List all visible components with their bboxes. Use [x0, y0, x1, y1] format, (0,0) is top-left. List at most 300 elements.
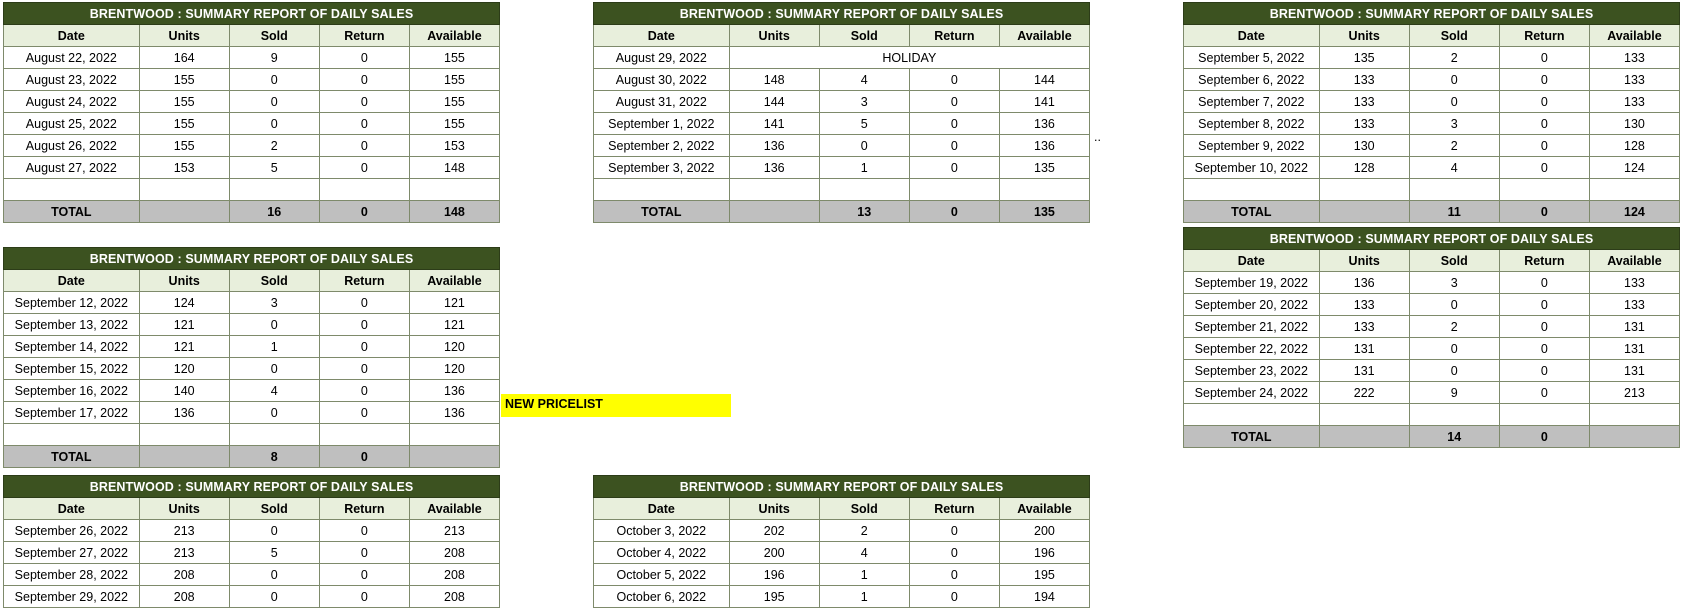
cell-available: 131 — [1589, 360, 1679, 382]
cell-date: September 17, 2022 — [4, 402, 140, 424]
table-row — [1184, 360, 1680, 382]
cell-return: 0 — [319, 91, 409, 113]
cell-available: 131 — [1589, 338, 1679, 360]
table-row — [1184, 135, 1680, 157]
report-header-row — [594, 25, 1090, 47]
cell-return: 0 — [1499, 91, 1589, 113]
column-header-available: Available — [999, 498, 1089, 520]
cell-sold: 4 — [229, 380, 319, 402]
table-row — [594, 586, 1090, 608]
cell-blank — [594, 179, 730, 201]
total-units — [139, 446, 229, 468]
cell-available: 208 — [409, 542, 499, 564]
report-table — [3, 475, 500, 608]
report-title: BRENTWOOD : SUMMARY REPORT OF DAILY SALES — [1184, 228, 1680, 250]
cell-units: 136 — [729, 157, 819, 179]
cell-blank — [229, 179, 319, 201]
cell-sold: 9 — [1409, 382, 1499, 404]
column-header-available: Available — [409, 498, 499, 520]
column-header-sold: Sold — [819, 25, 909, 47]
cell-date: August 30, 2022 — [594, 69, 730, 91]
cell-units: 155 — [139, 113, 229, 135]
total-return: 0 — [1499, 426, 1589, 448]
total-row — [4, 446, 500, 468]
column-header-units: Units — [139, 270, 229, 292]
spacer-row — [594, 179, 1090, 201]
cell-available: 136 — [409, 402, 499, 424]
report-title-row — [594, 3, 1090, 25]
cell-sold: 3 — [819, 91, 909, 113]
cell-units: 155 — [139, 91, 229, 113]
report-title: BRENTWOOD : SUMMARY REPORT OF DAILY SALES — [1184, 3, 1680, 25]
cell-return: 0 — [319, 135, 409, 157]
cell-return: 0 — [1499, 272, 1589, 294]
cell-available: 213 — [409, 520, 499, 542]
cell-return: 0 — [1499, 338, 1589, 360]
total-row — [1184, 426, 1680, 448]
cell-sold: 3 — [229, 292, 319, 314]
cell-return: 0 — [319, 380, 409, 402]
cell-return: 0 — [319, 358, 409, 380]
report-title: BRENTWOOD : SUMMARY REPORT OF DAILY SALES — [4, 3, 500, 25]
cell-blank — [4, 424, 140, 446]
report-title-row — [1184, 3, 1680, 25]
cell-units: 133 — [1319, 294, 1409, 316]
table-row — [4, 292, 500, 314]
cell-available: 128 — [1589, 135, 1679, 157]
total-units — [1319, 201, 1409, 223]
total-units — [729, 201, 819, 223]
cell-sold: 3 — [1409, 113, 1499, 135]
cell-blank — [999, 179, 1089, 201]
report-title-row — [4, 248, 500, 270]
total-units — [139, 201, 229, 223]
cell-return: 0 — [319, 586, 409, 608]
column-header-date: Date — [1184, 25, 1320, 47]
table-row — [4, 380, 500, 402]
cell-units: 140 — [139, 380, 229, 402]
cell-sold: 3 — [1409, 272, 1499, 294]
cell-date: September 27, 2022 — [4, 542, 140, 564]
cell-date: September 1, 2022 — [594, 113, 730, 135]
table-row — [4, 135, 500, 157]
total-return: 0 — [1499, 201, 1589, 223]
cell-date: August 29, 2022 — [594, 47, 730, 69]
cell-units: 213 — [139, 542, 229, 564]
table-row — [1184, 338, 1680, 360]
cell-available: 155 — [409, 47, 499, 69]
cell-units: 208 — [139, 564, 229, 586]
cell-sold: 0 — [229, 358, 319, 380]
cell-return: 0 — [909, 520, 999, 542]
cell-date: August 24, 2022 — [4, 91, 140, 113]
cell-units: 213 — [139, 520, 229, 542]
cell-available: 133 — [1589, 69, 1679, 91]
cell-return: 0 — [319, 520, 409, 542]
cell-return: 0 — [319, 314, 409, 336]
cell-sold: 1 — [819, 586, 909, 608]
cell-date: September 26, 2022 — [4, 520, 140, 542]
cell-units: 144 — [729, 91, 819, 113]
cell-date: August 25, 2022 — [4, 113, 140, 135]
total-sold: 13 — [819, 201, 909, 223]
total-units — [1319, 426, 1409, 448]
cell-return: 0 — [1499, 157, 1589, 179]
cell-date: September 14, 2022 — [4, 336, 140, 358]
cell-available: 135 — [999, 157, 1089, 179]
cell-blank — [229, 424, 319, 446]
cell-available: 195 — [999, 564, 1089, 586]
cell-available: 133 — [1589, 294, 1679, 316]
cell-available: 133 — [1589, 91, 1679, 113]
table-row — [1184, 69, 1680, 91]
total-row — [594, 201, 1090, 223]
column-header-available: Available — [999, 25, 1089, 47]
cell-date: September 15, 2022 — [4, 358, 140, 380]
cell-sold: 0 — [1409, 338, 1499, 360]
total-return: 0 — [319, 446, 409, 468]
cell-available: 133 — [1589, 272, 1679, 294]
column-header-units: Units — [139, 498, 229, 520]
column-header-return: Return — [319, 270, 409, 292]
column-header-return: Return — [909, 498, 999, 520]
cell-blank — [729, 179, 819, 201]
cell-date: September 21, 2022 — [1184, 316, 1320, 338]
spacer-row — [1184, 179, 1680, 201]
cell-sold: 2 — [229, 135, 319, 157]
cell-units: 124 — [139, 292, 229, 314]
cell-date: October 5, 2022 — [594, 564, 730, 586]
report-table — [1183, 227, 1680, 448]
cell-sold: 0 — [1409, 69, 1499, 91]
cell-return: 0 — [909, 91, 999, 113]
spacer-row — [4, 424, 500, 446]
cell-date: October 3, 2022 — [594, 520, 730, 542]
cell-date: September 8, 2022 — [1184, 113, 1320, 135]
cell-return: 0 — [319, 69, 409, 91]
cell-return: 0 — [319, 564, 409, 586]
cell-units: 164 — [139, 47, 229, 69]
cell-available: 144 — [999, 69, 1089, 91]
cell-units: 131 — [1319, 360, 1409, 382]
column-header-sold: Sold — [1409, 250, 1499, 272]
cell-sold: 0 — [229, 69, 319, 91]
cell-sold: 5 — [819, 113, 909, 135]
cell-date: August 27, 2022 — [4, 157, 140, 179]
new-pricelist-note: NEW PRICELIST — [501, 394, 731, 417]
cell-date: September 19, 2022 — [1184, 272, 1320, 294]
total-row — [4, 201, 500, 223]
table-row — [4, 586, 500, 608]
cell-date: September 23, 2022 — [1184, 360, 1320, 382]
report-header-row — [1184, 250, 1680, 272]
report-table — [3, 2, 500, 223]
column-header-units: Units — [1319, 25, 1409, 47]
cell-holiday: HOLIDAY — [729, 47, 1089, 69]
cell-sold: 0 — [229, 314, 319, 336]
cell-return: 0 — [1499, 294, 1589, 316]
cell-sold: 2 — [1409, 47, 1499, 69]
cell-date: August 22, 2022 — [4, 47, 140, 69]
cell-available: 194 — [999, 586, 1089, 608]
cell-return: 0 — [319, 542, 409, 564]
cell-available: 124 — [1589, 157, 1679, 179]
column-header-date: Date — [4, 25, 140, 47]
report-table — [593, 475, 1090, 608]
column-header-sold: Sold — [1409, 25, 1499, 47]
cell-date: September 20, 2022 — [1184, 294, 1320, 316]
cell-return: 0 — [319, 336, 409, 358]
cell-return: 0 — [1499, 316, 1589, 338]
cell-date: September 29, 2022 — [4, 586, 140, 608]
cell-sold: 0 — [229, 113, 319, 135]
cell-blank — [1319, 404, 1409, 426]
cell-blank — [1589, 179, 1679, 201]
cell-date: August 23, 2022 — [4, 69, 140, 91]
cell-return: 0 — [1499, 113, 1589, 135]
cell-units: 133 — [1319, 69, 1409, 91]
cell-date: September 16, 2022 — [4, 380, 140, 402]
cell-sold: 0 — [819, 135, 909, 157]
cell-available: 153 — [409, 135, 499, 157]
report-block-7 — [593, 475, 1090, 608]
cell-sold: 0 — [1409, 294, 1499, 316]
column-header-sold: Sold — [229, 25, 319, 47]
cell-date: September 5, 2022 — [1184, 47, 1320, 69]
cell-return: 0 — [319, 402, 409, 424]
cell-sold: 5 — [229, 542, 319, 564]
cell-blank — [909, 179, 999, 201]
table-row — [4, 358, 500, 380]
ellipsis-marker: .. — [1094, 130, 1101, 144]
report-block-6 — [3, 475, 500, 608]
column-header-available: Available — [409, 25, 499, 47]
cell-date: September 28, 2022 — [4, 564, 140, 586]
cell-available: 120 — [409, 358, 499, 380]
total-label: TOTAL — [1184, 201, 1320, 223]
cell-available: 131 — [1589, 316, 1679, 338]
table-row-holiday — [594, 47, 1090, 69]
total-available — [1589, 426, 1679, 448]
cell-sold: 4 — [819, 69, 909, 91]
cell-blank — [409, 424, 499, 446]
cell-date: September 7, 2022 — [1184, 91, 1320, 113]
total-label: TOTAL — [1184, 426, 1320, 448]
table-row — [4, 91, 500, 113]
report-table — [3, 247, 500, 468]
table-row — [4, 47, 500, 69]
cell-available: 208 — [409, 586, 499, 608]
column-header-date: Date — [4, 498, 140, 520]
cell-date: August 26, 2022 — [4, 135, 140, 157]
cell-units: 128 — [1319, 157, 1409, 179]
report-block-1 — [3, 2, 500, 223]
table-row — [594, 520, 1090, 542]
cell-blank — [319, 179, 409, 201]
cell-units: 130 — [1319, 135, 1409, 157]
cell-return: 0 — [909, 542, 999, 564]
table-row — [594, 542, 1090, 564]
report-title: BRENTWOOD : SUMMARY REPORT OF DAILY SALES — [594, 3, 1090, 25]
total-return: 0 — [319, 201, 409, 223]
cell-sold: 5 — [229, 157, 319, 179]
report-header-row — [1184, 25, 1680, 47]
total-label: TOTAL — [594, 201, 730, 223]
cell-date: September 6, 2022 — [1184, 69, 1320, 91]
table-row — [1184, 113, 1680, 135]
cell-blank — [1589, 404, 1679, 426]
table-row — [4, 113, 500, 135]
cell-available: 121 — [409, 292, 499, 314]
cell-units: 136 — [729, 135, 819, 157]
cell-blank — [1184, 404, 1320, 426]
cell-return: 0 — [909, 69, 999, 91]
table-row — [594, 113, 1090, 135]
cell-blank — [819, 179, 909, 201]
cell-available: 155 — [409, 113, 499, 135]
cell-units: 131 — [1319, 338, 1409, 360]
column-header-sold: Sold — [819, 498, 909, 520]
cell-units: 155 — [139, 69, 229, 91]
cell-sold: 9 — [229, 47, 319, 69]
cell-available: 213 — [1589, 382, 1679, 404]
cell-units: 195 — [729, 586, 819, 608]
table-row — [1184, 294, 1680, 316]
cell-available: 130 — [1589, 113, 1679, 135]
table-row — [4, 314, 500, 336]
cell-return: 0 — [909, 113, 999, 135]
table-row — [1184, 272, 1680, 294]
cell-return: 0 — [1499, 69, 1589, 91]
cell-sold: 4 — [819, 542, 909, 564]
column-header-return: Return — [909, 25, 999, 47]
cell-units: 121 — [139, 336, 229, 358]
cell-blank — [1319, 179, 1409, 201]
report-block-4 — [1183, 227, 1680, 448]
table-row — [4, 564, 500, 586]
cell-units: 121 — [139, 314, 229, 336]
cell-date: October 6, 2022 — [594, 586, 730, 608]
table-row — [4, 69, 500, 91]
report-block-2 — [593, 2, 1090, 223]
table-row — [4, 157, 500, 179]
column-header-return: Return — [319, 25, 409, 47]
report-header-row — [4, 270, 500, 292]
total-available — [409, 446, 499, 468]
cell-return: 0 — [909, 157, 999, 179]
column-header-return: Return — [1499, 25, 1589, 47]
cell-units: 120 — [139, 358, 229, 380]
total-available: 135 — [999, 201, 1089, 223]
column-header-return: Return — [1499, 250, 1589, 272]
column-header-available: Available — [1589, 25, 1679, 47]
cell-return: 0 — [1499, 47, 1589, 69]
cell-units: 222 — [1319, 382, 1409, 404]
column-header-return: Return — [319, 498, 409, 520]
cell-date: October 4, 2022 — [594, 542, 730, 564]
cell-available: 121 — [409, 314, 499, 336]
cell-available: 155 — [409, 91, 499, 113]
report-header-row — [4, 498, 500, 520]
cell-blank — [1409, 404, 1499, 426]
table-row — [1184, 382, 1680, 404]
cell-units: 153 — [139, 157, 229, 179]
total-return: 0 — [909, 201, 999, 223]
report-title-row — [4, 476, 500, 498]
cell-date: September 24, 2022 — [1184, 382, 1320, 404]
cell-return: 0 — [1499, 360, 1589, 382]
cell-units: 135 — [1319, 47, 1409, 69]
cell-available: 136 — [409, 380, 499, 402]
cell-available: 141 — [999, 91, 1089, 113]
cell-available: 200 — [999, 520, 1089, 542]
total-available: 148 — [409, 201, 499, 223]
cell-return: 0 — [909, 135, 999, 157]
report-title-row — [4, 3, 500, 25]
cell-sold: 0 — [229, 564, 319, 586]
table-row — [1184, 47, 1680, 69]
column-header-units: Units — [1319, 250, 1409, 272]
cell-blank — [1499, 179, 1589, 201]
spacer-row — [4, 179, 500, 201]
table-row — [594, 91, 1090, 113]
table-row — [1184, 157, 1680, 179]
table-row — [4, 402, 500, 424]
table-row — [1184, 316, 1680, 338]
column-header-date: Date — [594, 25, 730, 47]
cell-date: September 2, 2022 — [594, 135, 730, 157]
cell-sold: 1 — [229, 336, 319, 358]
cell-date: September 10, 2022 — [1184, 157, 1320, 179]
cell-available: 148 — [409, 157, 499, 179]
cell-sold: 0 — [229, 520, 319, 542]
cell-sold: 2 — [1409, 316, 1499, 338]
cell-sold: 0 — [229, 91, 319, 113]
column-header-date: Date — [1184, 250, 1320, 272]
cell-sold: 1 — [819, 157, 909, 179]
cell-available: 155 — [409, 69, 499, 91]
cell-blank — [409, 179, 499, 201]
cell-available: 208 — [409, 564, 499, 586]
table-row — [594, 135, 1090, 157]
cell-date: September 9, 2022 — [1184, 135, 1320, 157]
total-row — [1184, 201, 1680, 223]
cell-available: 120 — [409, 336, 499, 358]
column-header-sold: Sold — [229, 498, 319, 520]
cell-sold: 2 — [1409, 135, 1499, 157]
total-label: TOTAL — [4, 446, 140, 468]
cell-sold: 4 — [1409, 157, 1499, 179]
cell-sold: 0 — [229, 402, 319, 424]
cell-return: 0 — [319, 157, 409, 179]
cell-return: 0 — [319, 113, 409, 135]
column-header-available: Available — [409, 270, 499, 292]
cell-return: 0 — [319, 292, 409, 314]
cell-units: 196 — [729, 564, 819, 586]
cell-blank — [1184, 179, 1320, 201]
column-header-units: Units — [729, 498, 819, 520]
cell-blank — [139, 424, 229, 446]
cell-return: 0 — [319, 47, 409, 69]
cell-available: 133 — [1589, 47, 1679, 69]
cell-return: 0 — [909, 586, 999, 608]
cell-units: 133 — [1319, 91, 1409, 113]
report-header-row — [4, 25, 500, 47]
cell-available: 136 — [999, 135, 1089, 157]
column-header-sold: Sold — [229, 270, 319, 292]
report-title-row — [594, 476, 1090, 498]
report-title: BRENTWOOD : SUMMARY REPORT OF DAILY SALES — [594, 476, 1090, 498]
